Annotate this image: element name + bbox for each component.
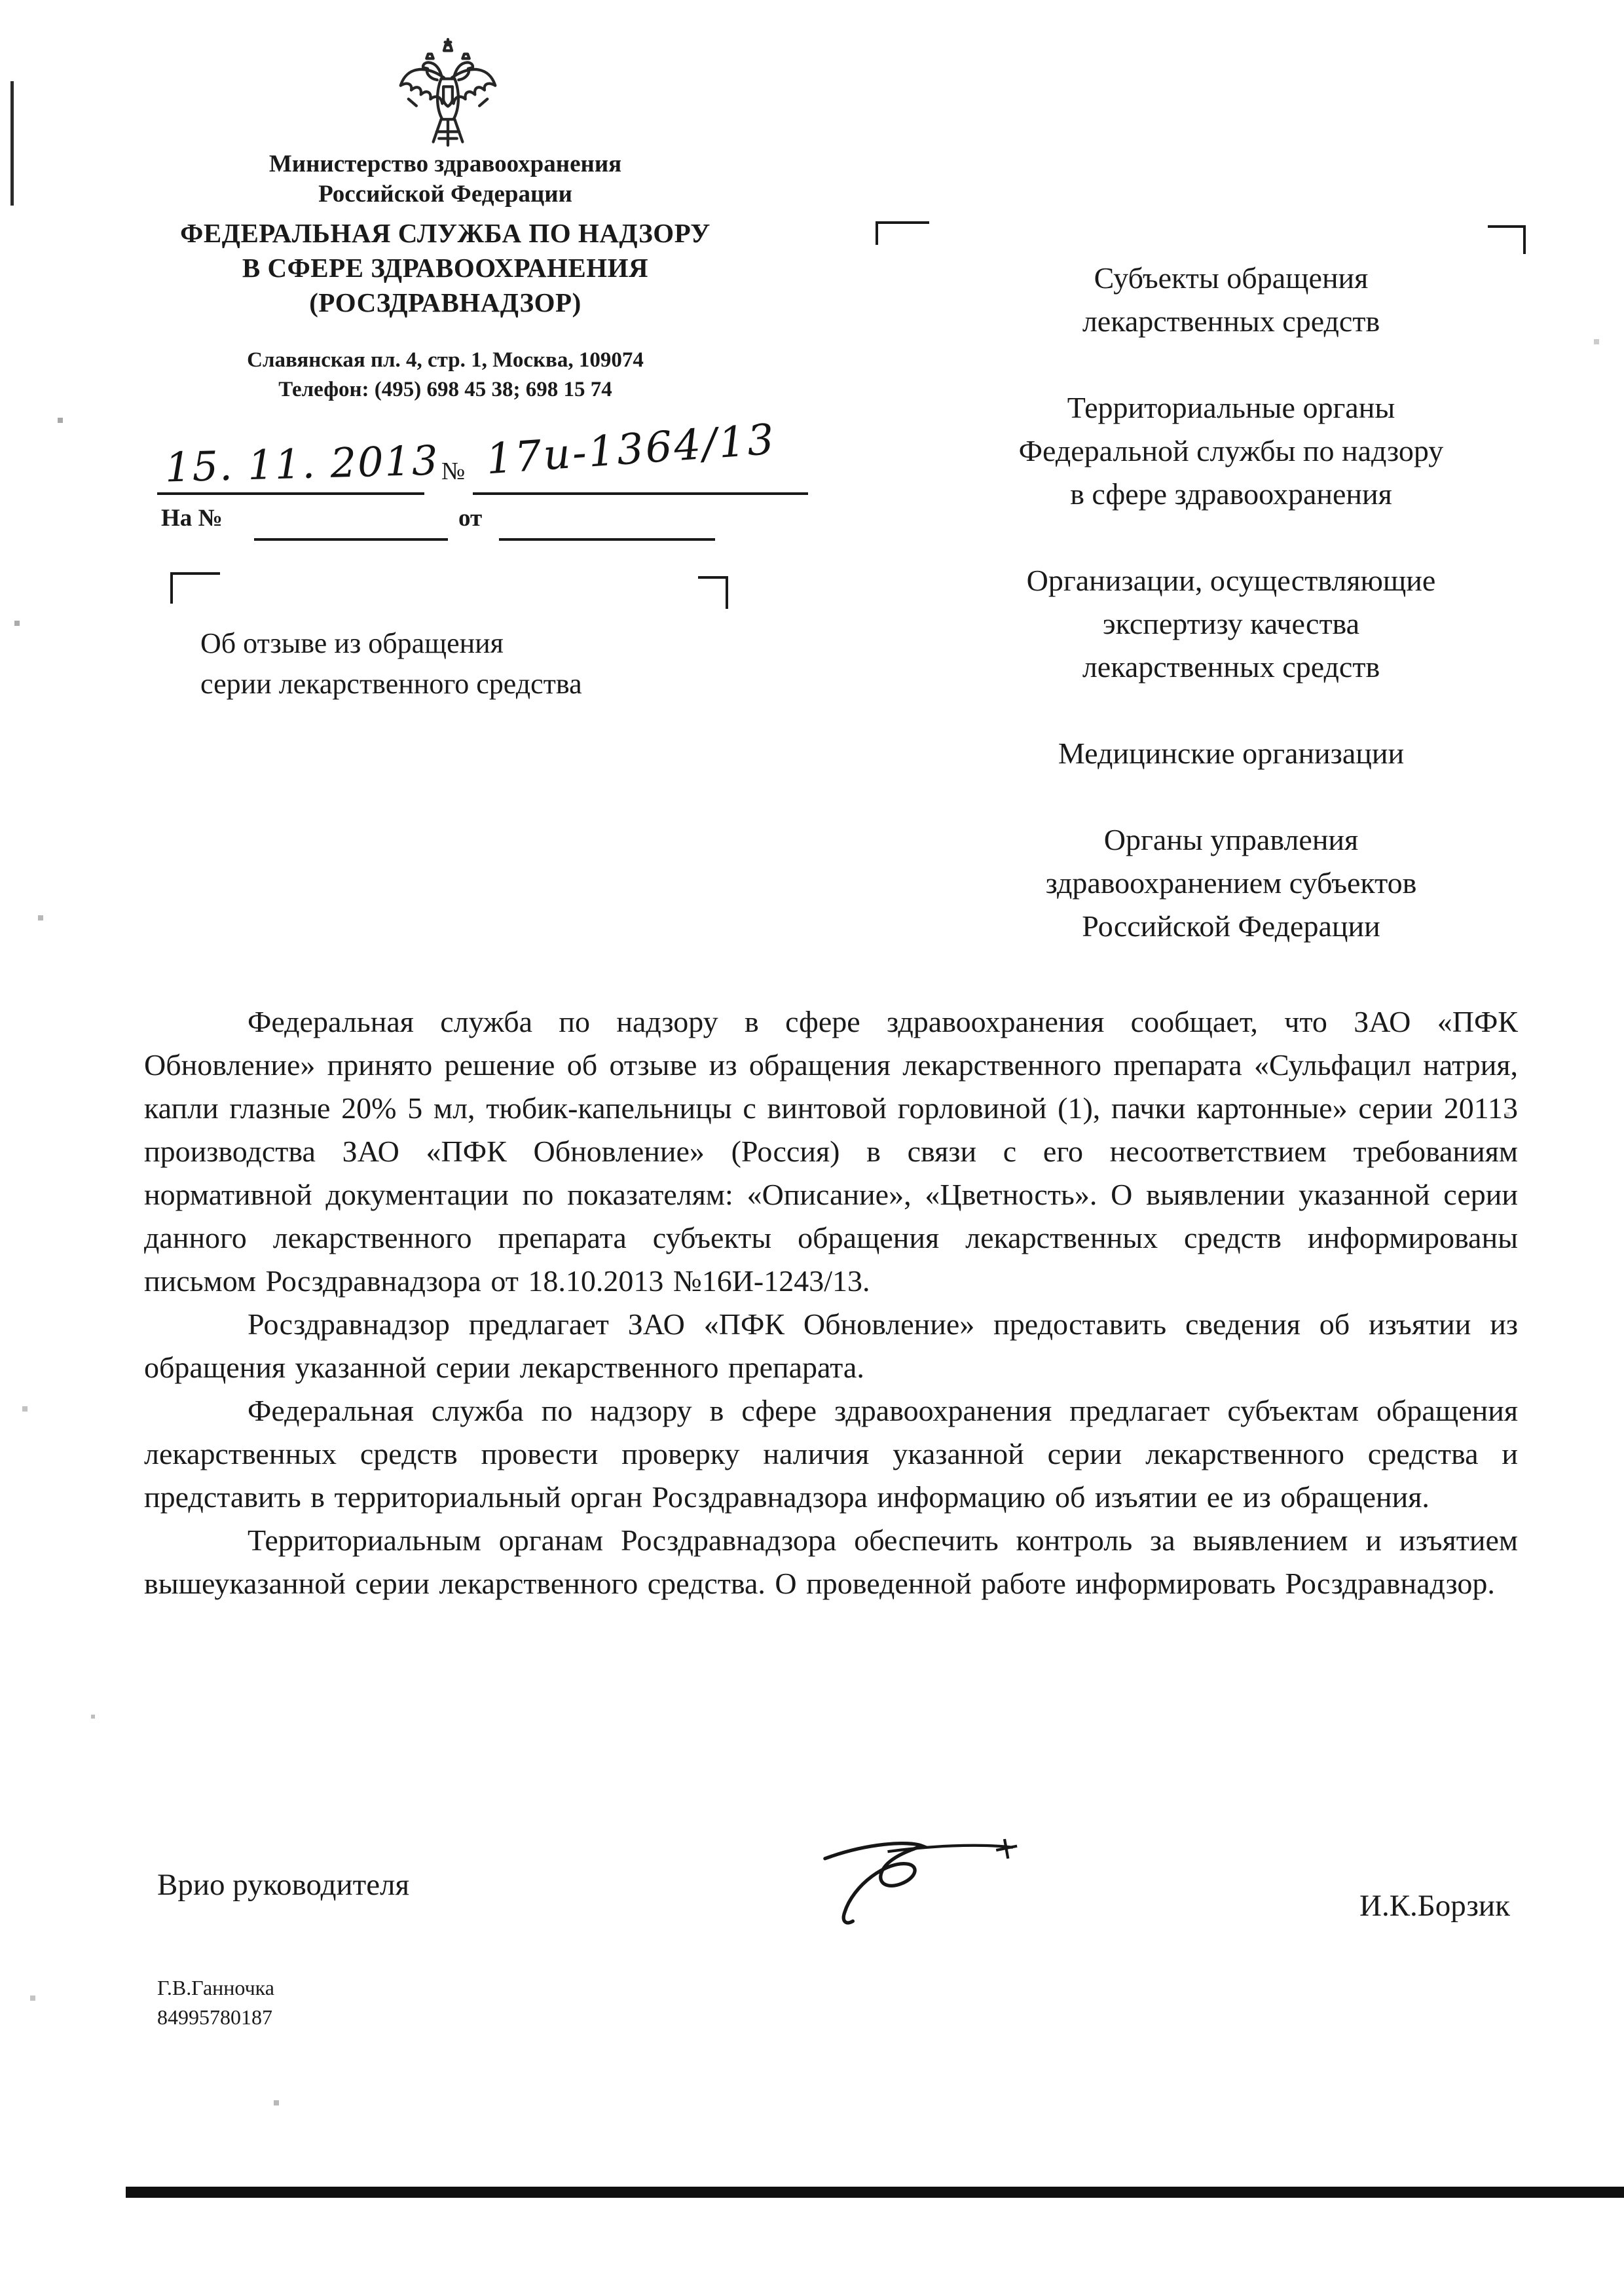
recipient-line: в сфере здравоохранения bbox=[1070, 477, 1392, 511]
ministry-line: Российской Федерации bbox=[318, 181, 572, 208]
scan-artifact-line bbox=[10, 81, 14, 206]
number-sign: № bbox=[441, 458, 466, 485]
subject-zone-corner-right bbox=[698, 576, 728, 609]
date-underline bbox=[157, 492, 424, 495]
coat-of-arms-icon bbox=[392, 31, 504, 161]
address-zone-corner-right bbox=[1488, 225, 1526, 254]
executor-info bbox=[157, 1973, 274, 2032]
letter-body bbox=[144, 1000, 1518, 1605]
recipient-line: Организации, осуществляющие bbox=[1026, 564, 1436, 597]
recipient-group-subjects bbox=[917, 257, 1545, 343]
recipient-line: Федеральной службы по надзору bbox=[1018, 434, 1444, 467]
ministry-line: Министерство здравоохранения bbox=[268, 151, 622, 177]
ref-ot-underline bbox=[499, 538, 715, 541]
paragraph: Федеральная служба по надзору в сфере здравоохранения предлагает субъектам обращения лекарственных средств провести проверку наличия указанной серии лекарственного средства и представить в территориальный орган Росздравнадзора информацию об изъятии ее из обращения. bbox=[144, 1394, 1518, 1514]
executor-name: Г.В.Ганночка bbox=[157, 1976, 274, 1999]
number-handwritten: 17и-1364/13 bbox=[484, 415, 778, 484]
address-zone-corner-left bbox=[876, 221, 929, 245]
ref-na-underline bbox=[254, 538, 448, 541]
phone-line: Телефон: (495) 698 45 38; 698 15 74 bbox=[278, 378, 612, 401]
ministry-name bbox=[144, 149, 747, 210]
paragraph: Территориальным органам Росздравнадзора обеспечить контроль за выявлением и изъятием вышеуказанной серии лекарственного средства. О проведенной работе информировать Росздравнадзор. bbox=[144, 1523, 1518, 1600]
recipient-line: лекарственных средств bbox=[1082, 650, 1380, 683]
recipient-line: Российской Федерации bbox=[1082, 909, 1380, 943]
scan-noise bbox=[0, 0, 3, 3]
ref-na-label: На № bbox=[161, 505, 223, 532]
executor-phone: 84995780187 bbox=[157, 2005, 272, 2029]
recipient-line: Субъекты обращения bbox=[1094, 261, 1369, 295]
signer-title: Врио руководителя bbox=[157, 1868, 410, 1902]
recipient-line: Органы управления bbox=[1103, 823, 1359, 856]
paragraph: Федеральная служба по надзору в сфере здравоохранения сообщает, что ЗАО «ПФК Обновление» принято решение об отзыве из обращения лекарственного препарата «Сульфацил натрия, капли глазные 20% 5 мл, тюбик-капельницы с винтовой горловиной (1), пачки картонные» серии 20113 производства ЗАО «ПФК Обновление» (Россия) в связи с его несоответствием требованиям нормативной документации по показателям: «Описание», «Цветность». О выявлении указанной серии данного лекарственного препарата субъекты обращения лекарственных средств информированы письмом Росздравнадзора от 18.10.2013 №16И-1243/13. bbox=[144, 1005, 1518, 1298]
recipient-line: Территориальные органы bbox=[1067, 391, 1395, 424]
recipient-line: Медицинские организации bbox=[1058, 737, 1405, 770]
service-line: ФЕДЕРАЛЬНАЯ СЛУЖБА ПО НАДЗОРУ bbox=[180, 218, 710, 248]
recipient-group-authorities bbox=[917, 818, 1545, 948]
subject-line: Об отзыве из обращения bbox=[200, 627, 504, 659]
recipient-group-territorial bbox=[917, 386, 1545, 516]
contact-info bbox=[144, 346, 747, 405]
service-line: (РОСЗДРАВНАДЗОР) bbox=[309, 287, 581, 318]
address-line: Славянская пл. 4, стр. 1, Москва, 109074 bbox=[247, 348, 644, 372]
recipient-line: здравоохранением субъектов bbox=[1045, 866, 1417, 900]
signer-name: И.К.Борзик bbox=[1359, 1889, 1510, 1923]
subject-block bbox=[200, 623, 582, 704]
subject-zone-corner-left bbox=[170, 572, 220, 604]
scan-bottom-bar bbox=[126, 2187, 1624, 2198]
service-line: В СФЕРЕ ЗДРАВООХРАНЕНИЯ bbox=[242, 253, 649, 283]
number-underline bbox=[473, 492, 808, 495]
ref-ot-label: от bbox=[458, 505, 483, 532]
recipient-line: лекарственных средств bbox=[1082, 304, 1380, 338]
subject-line: серии лекарственного средства bbox=[200, 668, 582, 700]
recipient-group-medical bbox=[917, 732, 1545, 775]
recipient-line: экспертизу качества bbox=[1102, 607, 1360, 640]
signature-scribble bbox=[804, 1831, 1027, 1942]
date-handwritten: 15. 11. 2013 bbox=[164, 436, 440, 492]
recipient-group-expertise bbox=[917, 559, 1545, 689]
paragraph: Росздравнадзор предлагает ЗАО «ПФК Обновление» предоставить сведения об изъятии из обращения указанной серии лекарственного препарата. bbox=[144, 1307, 1518, 1384]
service-name bbox=[144, 216, 747, 320]
